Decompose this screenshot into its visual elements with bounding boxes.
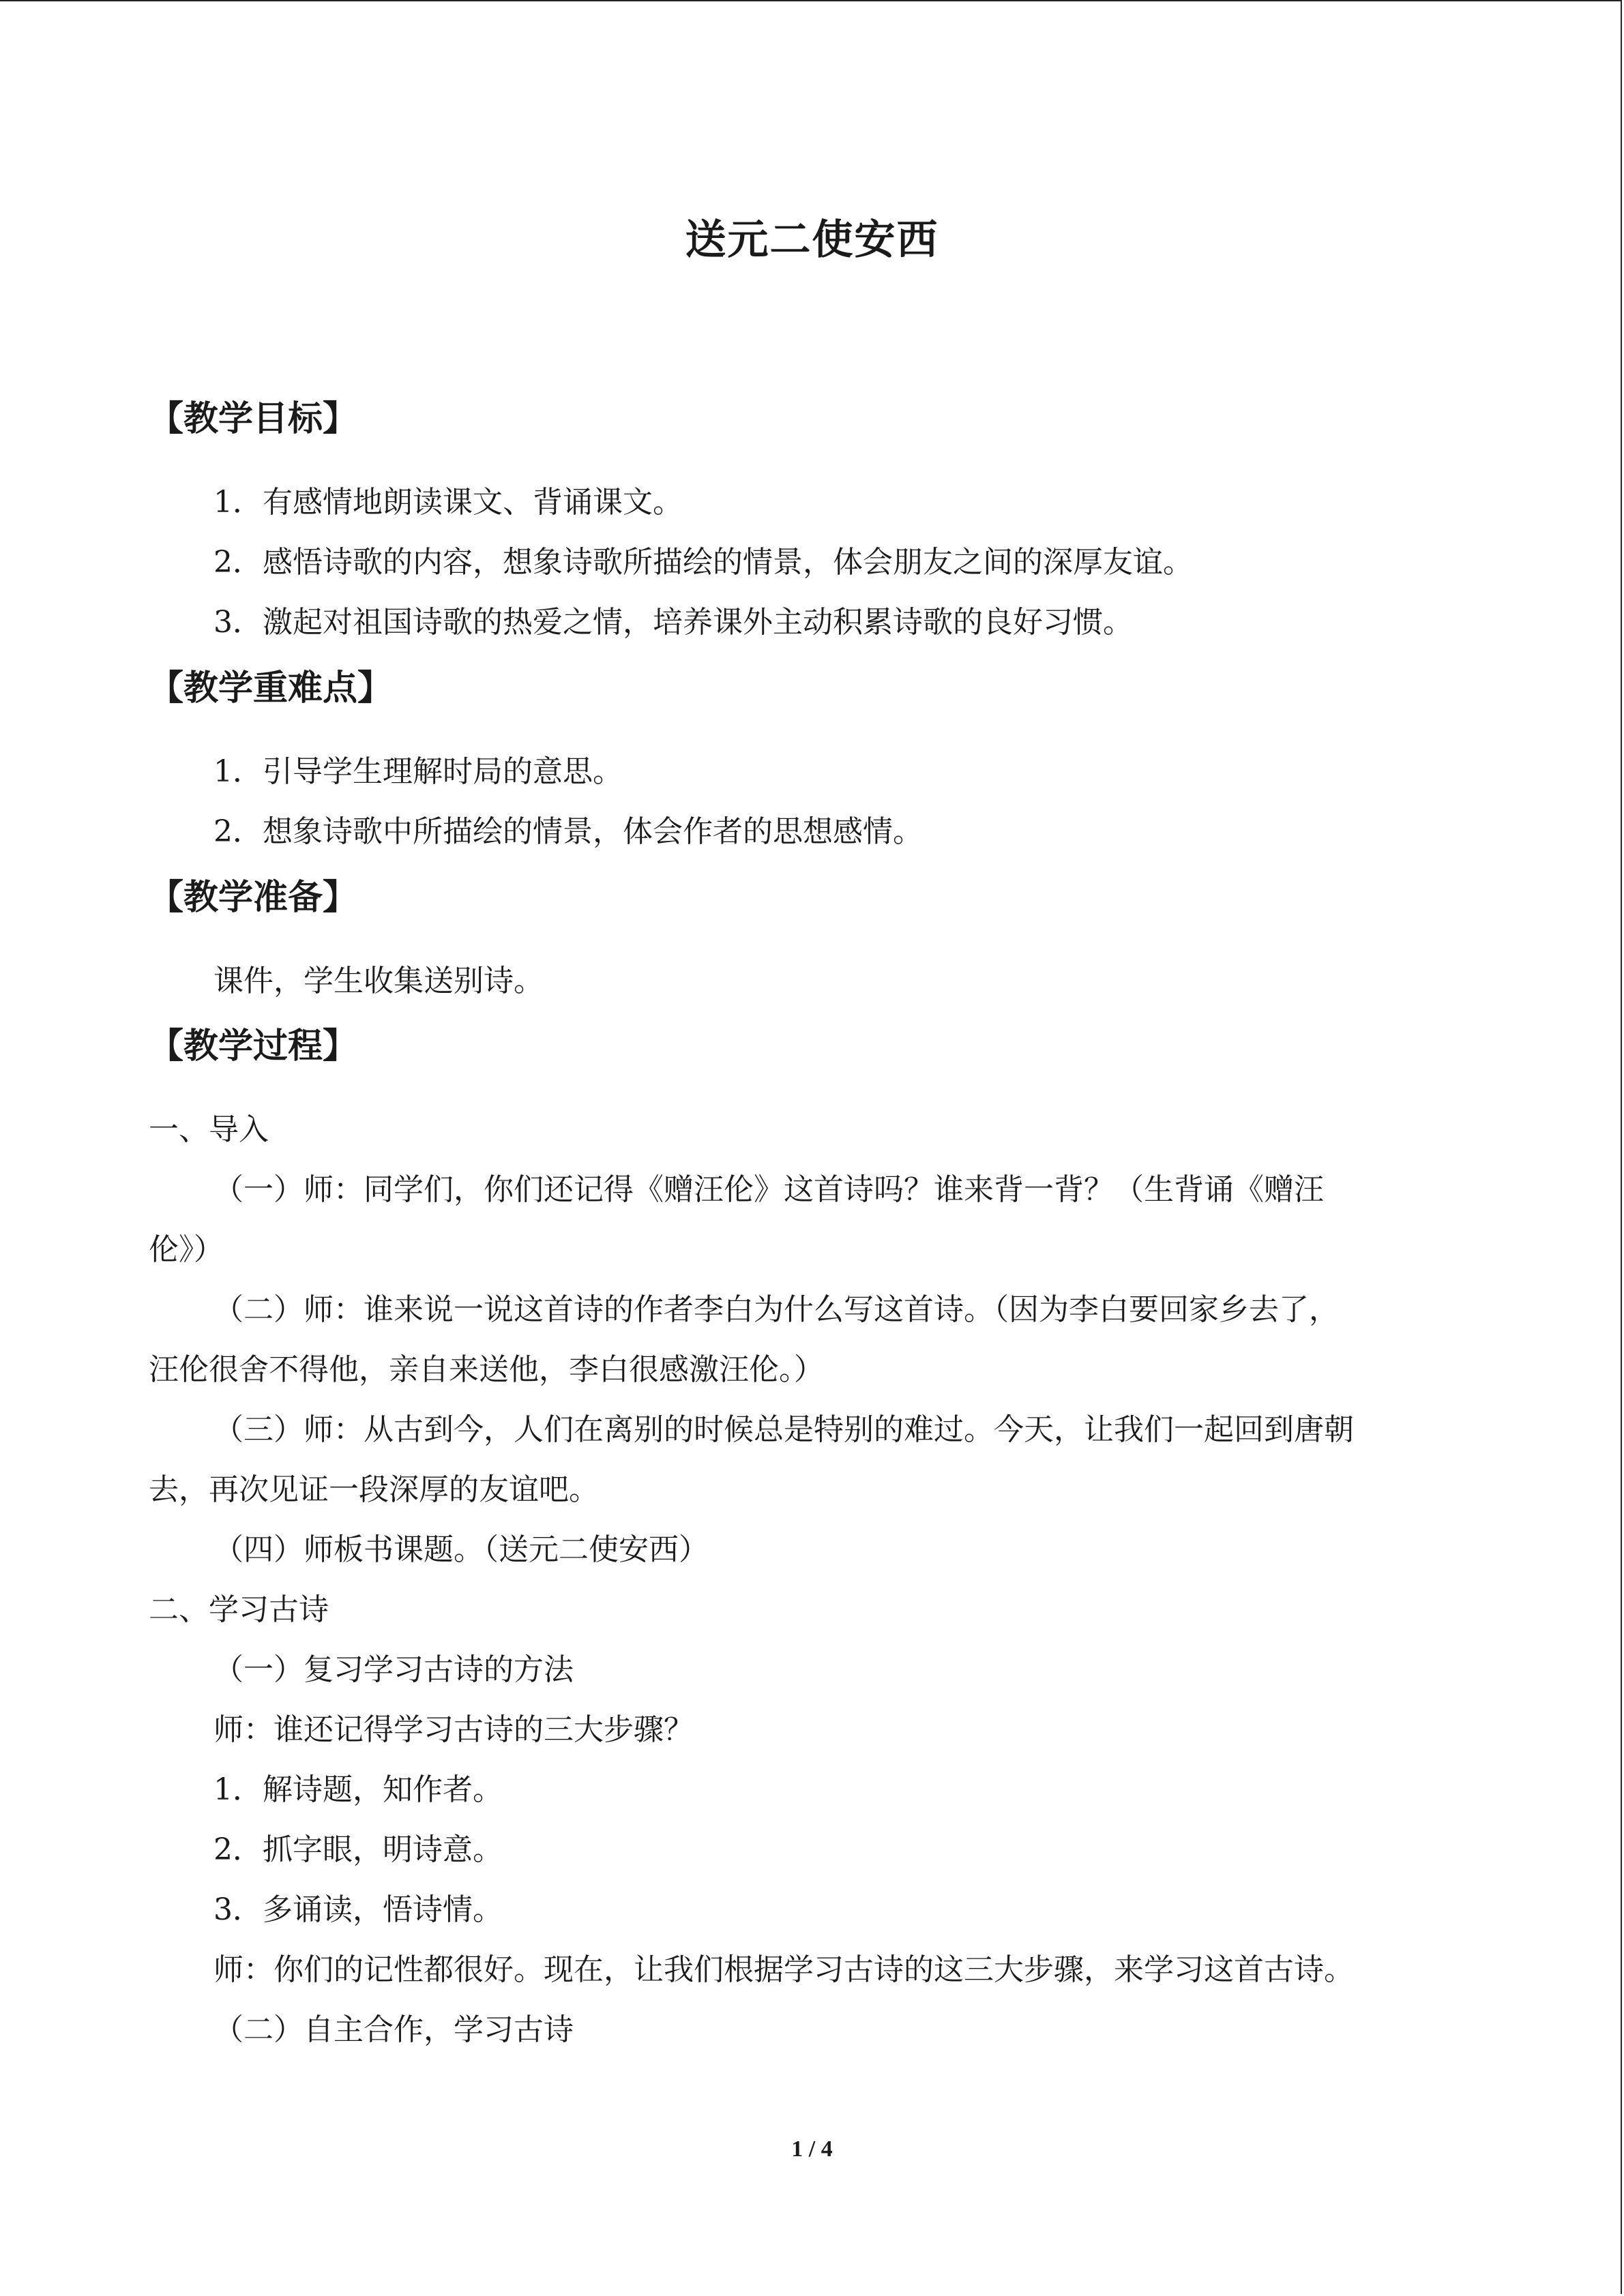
objective-item-3: 3．激起对祖国诗歌的热爱之情，培养课外主动积累诗歌的良好习惯。 — [213, 605, 1133, 640]
subsection-2-title: （二）自主合作，学习古诗 — [213, 2012, 574, 2047]
heading-objectives: 【教学目标】 — [149, 399, 358, 439]
question-1: 师：谁还记得学习古诗的三大步骤？ — [213, 1712, 694, 1747]
part1-title: 一、导入 — [149, 1112, 269, 1147]
paragraph-2-line-2: 汪伦很舍不得他，亲自来送他，李白很感激汪伦。） — [149, 1352, 824, 1387]
objective-item-1: 1．有感情地朗读课文、背诵课文。 — [213, 485, 683, 520]
step-item-1: 1．解诗题，知作者。 — [213, 1772, 503, 1807]
key-point-item-2: 2．想象诗歌中所描绘的情景，体会作者的思想感情。 — [213, 814, 923, 849]
subsection-1-title: （一）复习学习古诗的方法 — [213, 1652, 574, 1687]
document-title: 送元二使安西 — [685, 216, 939, 264]
step-item-3: 3．多诵读，悟诗情。 — [213, 1892, 503, 1927]
part2-title: 二、学习古诗 — [149, 1592, 329, 1627]
key-point-item-1: 1．引导学生理解时局的意思。 — [213, 754, 623, 789]
preparation-text: 课件，学生收集送别诗。 — [213, 964, 544, 998]
heading-key-points: 【教学重难点】 — [149, 668, 393, 709]
paragraph-3-line-2: 去，再次见证一段深厚的友谊吧。 — [149, 1472, 599, 1507]
paragraph-1-line-1: （一）师：同学们，你们还记得《赠汪伦》这首诗吗？谁来背一背？（生背诵《赠汪 — [213, 1172, 1324, 1207]
heading-preparation: 【教学准备】 — [149, 878, 358, 918]
paragraph-4: （四）师板书课题。（送元二使安西） — [213, 1532, 709, 1567]
step-item-2: 2．抓字眼，明诗意。 — [213, 1832, 503, 1867]
paragraph-1-line-2: 伦》） — [149, 1232, 224, 1267]
question-2: 师：你们的记性都很好。现在，让我们根据学习古诗的这三大步骤，来学习这首古诗。 — [213, 1952, 1354, 1987]
paragraph-3-line-1: （三）师：从古到今，人们在离别的时候总是特别的难过。今天，让我们一起回到唐朝 — [213, 1412, 1354, 1447]
paragraph-2-line-1: （二）师：谁来说一说这首诗的作者李白为什么写这首诗。（因为李白要回家乡去了， — [213, 1292, 1339, 1327]
heading-process: 【教学过程】 — [149, 1026, 358, 1067]
objective-item-2: 2．感悟诗歌的内容，想象诗歌所描绘的情景，体会朋友之间的深厚友谊。 — [213, 545, 1193, 580]
page-number: 1 / 4 — [791, 2136, 833, 2162]
